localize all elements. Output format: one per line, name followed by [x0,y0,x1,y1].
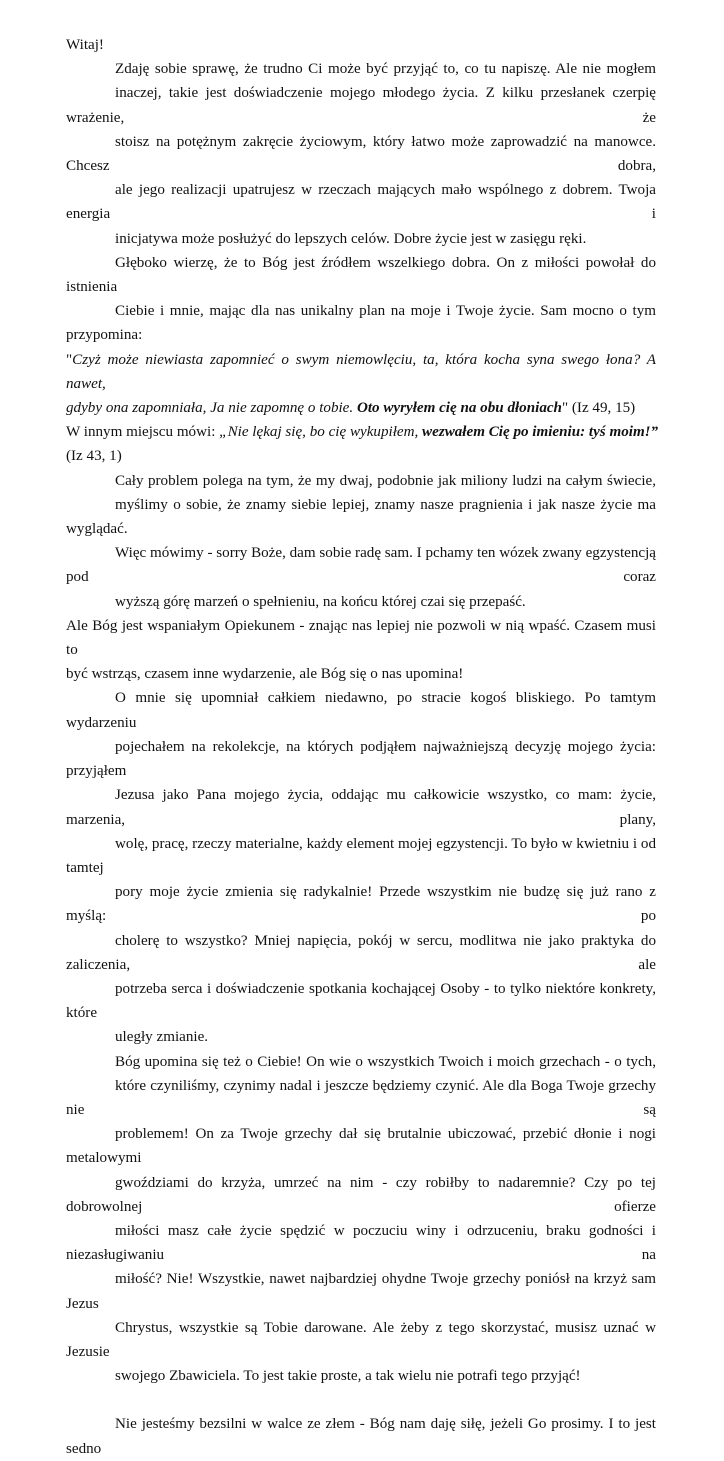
scripture-quote-isaiah-49 [66,348,656,421]
text-line: uległy zmianie. [115,1029,209,1046]
text-line: Zdaję sobie sprawę, że trudno Ci może być przyjąć to, co tu napiszę. Ale nie mogłem [115,61,656,78]
paragraph-3 [66,469,656,614]
text-line: Bóg upomina się też o Ciebie! On wie o wszystkich Twoich i moich grzechach - o tych, [115,1053,656,1070]
text-line: miłość? Nie! Wszystkie, nawet najbardziej ohydne Twoje grzechy poniósł na krzyż sam Jezus [66,1271,656,1312]
text-line: Jezusa jako Pana mojego życia, oddając mu całkowicie wszystko, co mam: życie, marzenia, plany, [66,787,656,828]
quote-emphasis: Oto wyryłem cię na obu dłoniach [356,400,562,417]
quote-line-1: Czyż może niewiasta zapomnieć o swym niemowlęciu, ta, która kocha syna swego łona? A nawet, [66,351,656,392]
text-line: problemem! On za Twoje grzechy dał się brutalnie ubiczować, przebić dłonie i nogi metalowymi [66,1126,656,1167]
quote-line-2: gdyby ona zapomniała, Ja nie zapomnę o tobie. [66,400,357,417]
text-line: potrzeba serca i doświadczenie spotkania kochającej Osoby - to tylko niektóre konkrety, które [66,980,656,1022]
text-line: swojego Zbawiciela. To jest takie proste, a tak wielu nie potrafi tego przyjąć! [115,1368,581,1385]
quote-open-mark: " [66,351,73,368]
text-line: Ale Bóg jest wspaniałym Opiekunem - znając nas lepiej nie pozwoli w nią wpaść. Czasem musi to [66,617,656,659]
text-line: które czyniliśmy, czynimy nadal i jeszcze będziemy czynić. Ale dla Boga Twoje grzechy nie są [66,1077,656,1118]
text-line: Głęboko wierzę, że to Bóg jest źródłem wszelkiego dobra. On z miłości powołał do istnienia [66,254,656,296]
text-line: Ciebie i mnie, mając dla nas unikalny plan na moje i Twoje życie. Sam mocno o tym przypomina: [66,303,656,344]
text-line: pory moje życie zmienia się radykalnie! Przede wszystkim nie budzę się już rano z myślą: po [66,884,656,925]
greeting [66,33,656,57]
paragraph-5 [66,686,656,1049]
quote-intro: W innym miejscu mówi: [66,424,220,441]
text-line: myślimy o sobie, że znamy siebie lepiej, znamy nasze pragnienia i jak nasze życie ma wyglądać. [66,496,656,538]
quote-reference: " (Iz 49, 15) [561,400,636,417]
text-line [66,396,656,420]
paragraph-1 [66,57,656,251]
text-line: O mnie się upomniał całkiem niedawno, po stracie kogoś bliskiego. Po tamtym wydarzeniu [66,690,656,731]
text-line: Chrystus, wszystkie są Tobie darowane. Ale żeby z tego skorzystać, musisz uznać w Jezusie [66,1319,656,1360]
text-line: wyższą górę marzeń o spełnieniu, na końcu której czai się przepaść. [115,593,526,610]
text-line: gwoździami do krzyża, umrzeć na nim - czy robiłby to nadaremnie? Czy po tej dobrowolnej ofierze [66,1174,656,1215]
text-line: Więc mówimy - sorry Boże, dam sobie radę sam. I pchamy ten wózek zwany egzystencją pod coraz [66,545,656,586]
quote-text: „Nie lękaj się, bo cię wykupiłem, [219,424,423,441]
text-line: ale jego realizacji upatrujesz w rzeczach mających mało wspólnego z dobrem. Twoja energia i [66,182,656,223]
text-line: inicjatywa może posłużyć do lepszych celów. Dobre życie jest w zasięgu ręki. [115,230,587,247]
paragraph-6 [66,1050,656,1389]
text-line: stoisz na potężnym zakręcie życiowym, który łatwo może zaprowadzić na manowce. Chcesz dobra, [66,133,656,175]
paragraph-7 [66,1412,656,1460]
letter-page [66,33,659,1461]
text-line: wolę, pracę, rzeczy materialne, każdy element mojej egzystencji. To było w kwietniu i od tamtej [66,835,656,876]
paragraph-4 [66,614,656,687]
quote-reference: (Iz 43, 1) [66,448,122,465]
text-line: cholerę to wszystko? Mniej napięcia, pokój w sercu, modlitwa nie jako praktyka do zaliczenia, ale [66,932,656,973]
paragraph-2 [66,251,656,348]
text-line: być wstrząs, czasem inne wydarzenie, ale Bóg się o nas upomina! [66,666,464,683]
text-line: miłości masz całe życie spędzić w poczuciu winy i odrzuceniu, braku godności i niezasługiwaniu na [66,1222,656,1264]
text-line: Witaj! [66,37,104,53]
scripture-quote-isaiah-43 [66,420,659,468]
text-line: inaczej, takie jest doświadczenie mojego młodego życia. Z kilku przesłanek czerpię wrażenie, że [66,85,656,126]
text-line: Nie jesteśmy bezsilni w walce ze złem - Bóg nam daję siłę, jeżeli Go prosimy. I to jest sedno [66,1416,656,1457]
quote-emphasis: wezwałem Cię po imieniu: tyś moim!” [422,424,659,441]
text-line: pojechałem na rekolekcje, na których podjąłem najważniejszą decyzję mojego życia: przyjąłem [66,738,656,780]
text-line: Cały problem polega na tym, że my dwaj, podobnie jak miliony ludzi na całym świecie, [115,472,656,489]
text-line [66,420,659,444]
text-line [66,348,656,396]
